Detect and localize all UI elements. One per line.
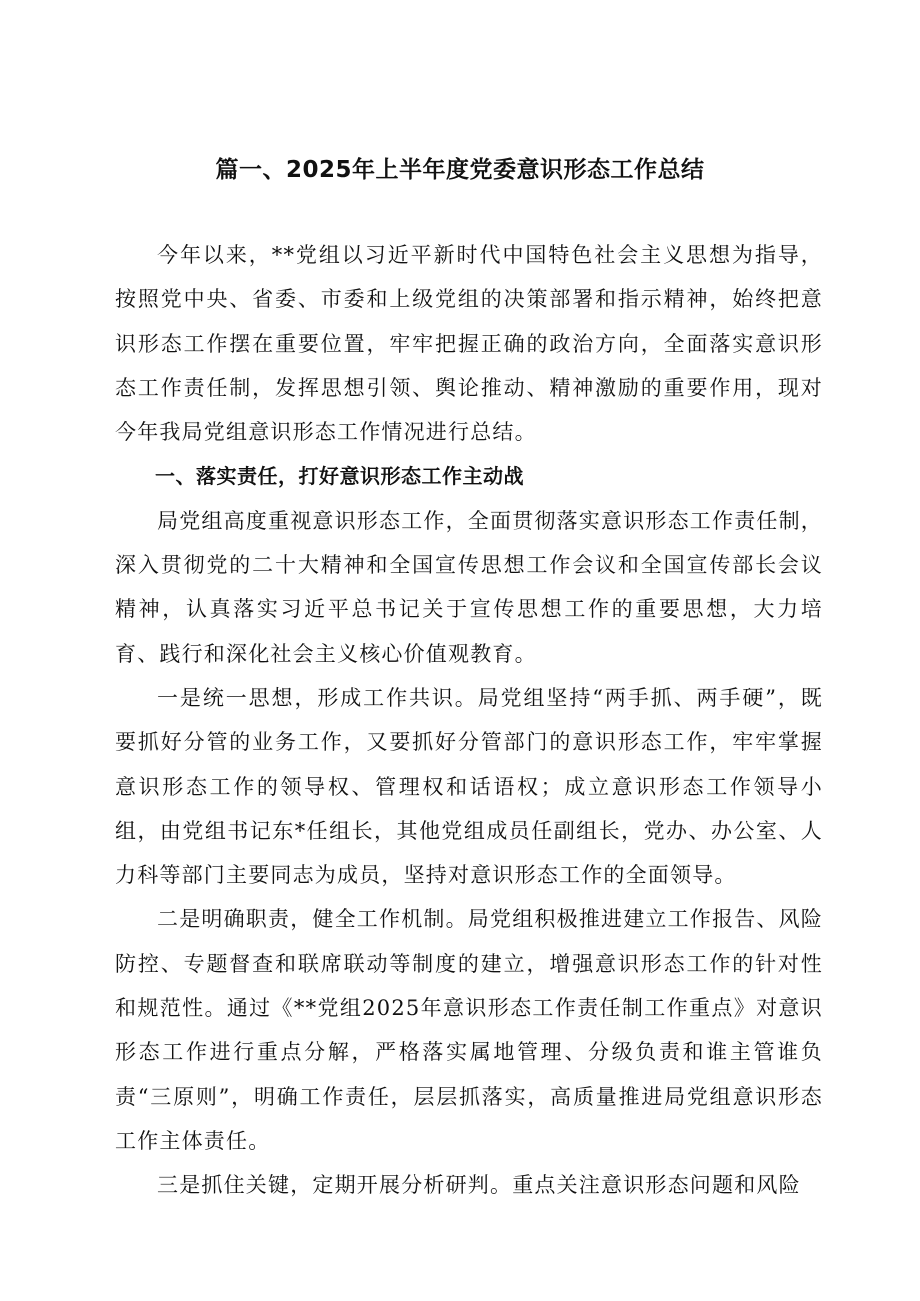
document-title: 篇一、2025年上半年度党委意识形态工作总结 xyxy=(215,157,705,183)
paragraph-point-one: 一是统一思想，形成工作共识。局党组坚持“两手抓、两手硬”，既要抓好分管的业务工作，又要抓好分管部门的意识形态工作，牢牢掌握意识形态工作的领导权、管理权和话语权；成立意识形态工作领导小组，由党组书记东*任组长，其他党组成员任副组长，党办、办公室、人力科等部门主要同志为成员，坚持对意识形态工作的全面领导。 xyxy=(115,685,823,888)
section-heading: 一、落实责任，打好意识形态工作主动战 xyxy=(155,464,524,489)
paragraph-overview: 局党组高度重视意识形态工作，全面贯彻落实意识形态工作责任制，深入贯彻党的二十大精神和全国宣传思想工作会议和全国宣传部长会议精神，认真落实习近平总书记关于宣传思想工作的重要思想，大力培育、践行和深化社会主义核心价值观教育。 xyxy=(115,508,823,666)
paragraph-intro: 今年以来，**党组以习近平新时代中国特色社会主义思想为指导，按照党中央、省委、市委和上级党组的决策部署和指示精神，始终把意识形态工作摆在重要位置，牢牢把握正确的政治方向，全面落实意识形态工作责任制，发挥思想引领、舆论推动、精神激励的重要作用，现对今年我局党组意识形态工作情况进行总结。 xyxy=(115,243,823,445)
document-body xyxy=(115,233,823,1208)
paragraph-point-two: 二是明确职责，健全工作机制。局党组积极推进建立工作报告、风险防控、专题督查和联席联动等制度的建立，增强意识形态工作的针对性和规范性。通过《**党组2025年意识形态工作责任制工作重点》对意识形态工作进行重点分解，严格落实属地管理、分级负责和谁主管谁负责“三原则”，明确工作责任，层层抓落实，高质量推进局党组意识形态工作主体责任。 xyxy=(115,907,823,1153)
paragraph-point-three: 三是抓住关键，定期开展分析研判。重点关注意识形态问题和风险 xyxy=(157,1173,801,1198)
